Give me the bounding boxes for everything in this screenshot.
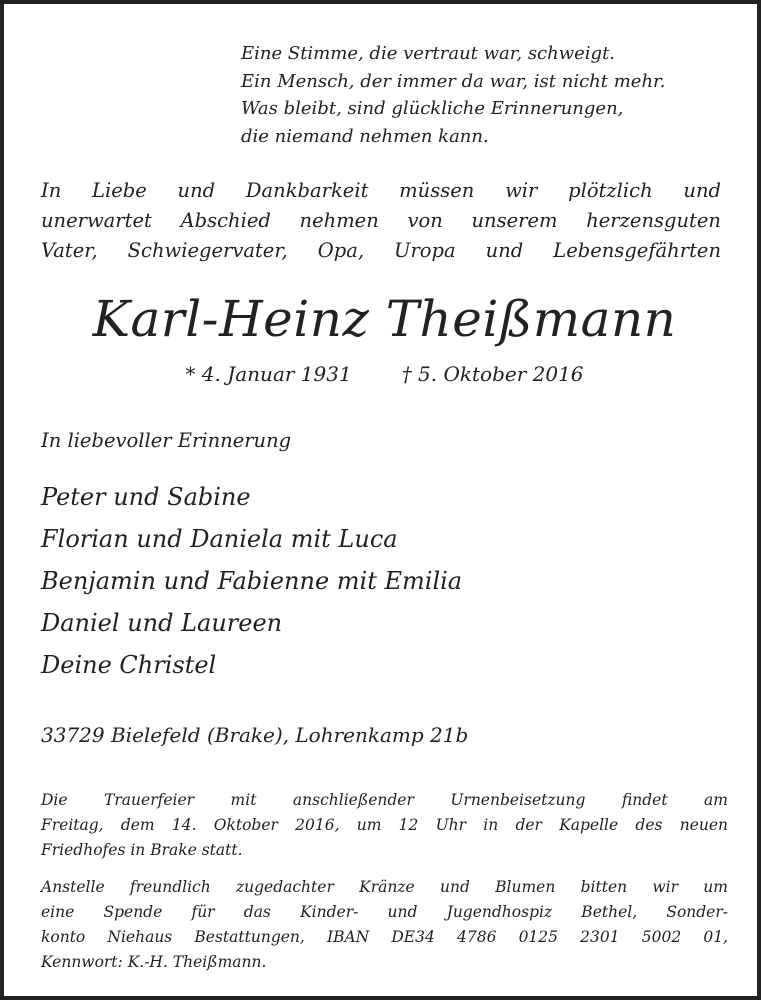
funeral-info [41,788,728,863]
birth-date: * 4. Januar 1931 [185,362,352,386]
memorial-poem [241,40,665,150]
poem-line: Was bleibt, sind glückliche Erinnerungen, [241,98,624,119]
memory-heading: In liebevoller Erinnerung [41,429,292,452]
donation-line: Anstelle freundlich zugedachter Kränze und Blumen bitten wir um [41,878,728,896]
donation-line: Kennwort: K.-H. Theißmann. [41,953,267,971]
poem-line: Ein Mensch, der immer da war, ist nicht mehr. [241,70,666,92]
life-dates [4,359,761,389]
death-date: † 5. Oktober 2016 [401,362,584,386]
family-list [41,476,462,686]
funeral-line: Friedhofes in Brake statt. [41,841,243,859]
intro-line: In Liebe und Dankbarkeit müssen wir plötzlich und [41,179,721,202]
funeral-line: Die Trauerfeier mit anschließender Urnenbeisetzung findet am [41,791,728,809]
deceased-name: Karl-Heinz Theißmann [92,290,677,348]
family-member: Peter und Sabine [41,483,251,511]
family-member: Deine Christel [41,651,217,679]
intro-text [41,176,721,266]
intro-line: unerwartet Abschied nehmen von unserem herzensguten [41,209,721,232]
donation-line: konto Niehaus Bestattungen, IBAN DE34 4786 0125 2301 5002 01, [41,928,728,946]
donation-info [41,875,728,975]
family-member: Florian und Daniela mit Luca [41,525,398,553]
family-member: Benjamin und Fabienne mit Emilia [41,567,463,595]
poem-line: Eine Stimme, die vertraut war, schweigt. [241,43,616,64]
donation-line: eine Spende für das Kinder- und Jugendhospiz Bethel, Sonder- [41,903,728,921]
family-address: 33729 Bielefeld (Brake), Lohrenkamp 21b [41,723,469,747]
funeral-line: Freitag, dem 14. Oktober 2016, um 12 Uhr in der Kapelle des neuen [41,816,728,834]
family-member: Daniel und Laureen [41,609,283,637]
intro-line: Vater, Schwiegervater, Opa, Uropa und Lebensgefährten [41,239,721,262]
poem-line: die niemand nehmen kann. [241,125,489,147]
